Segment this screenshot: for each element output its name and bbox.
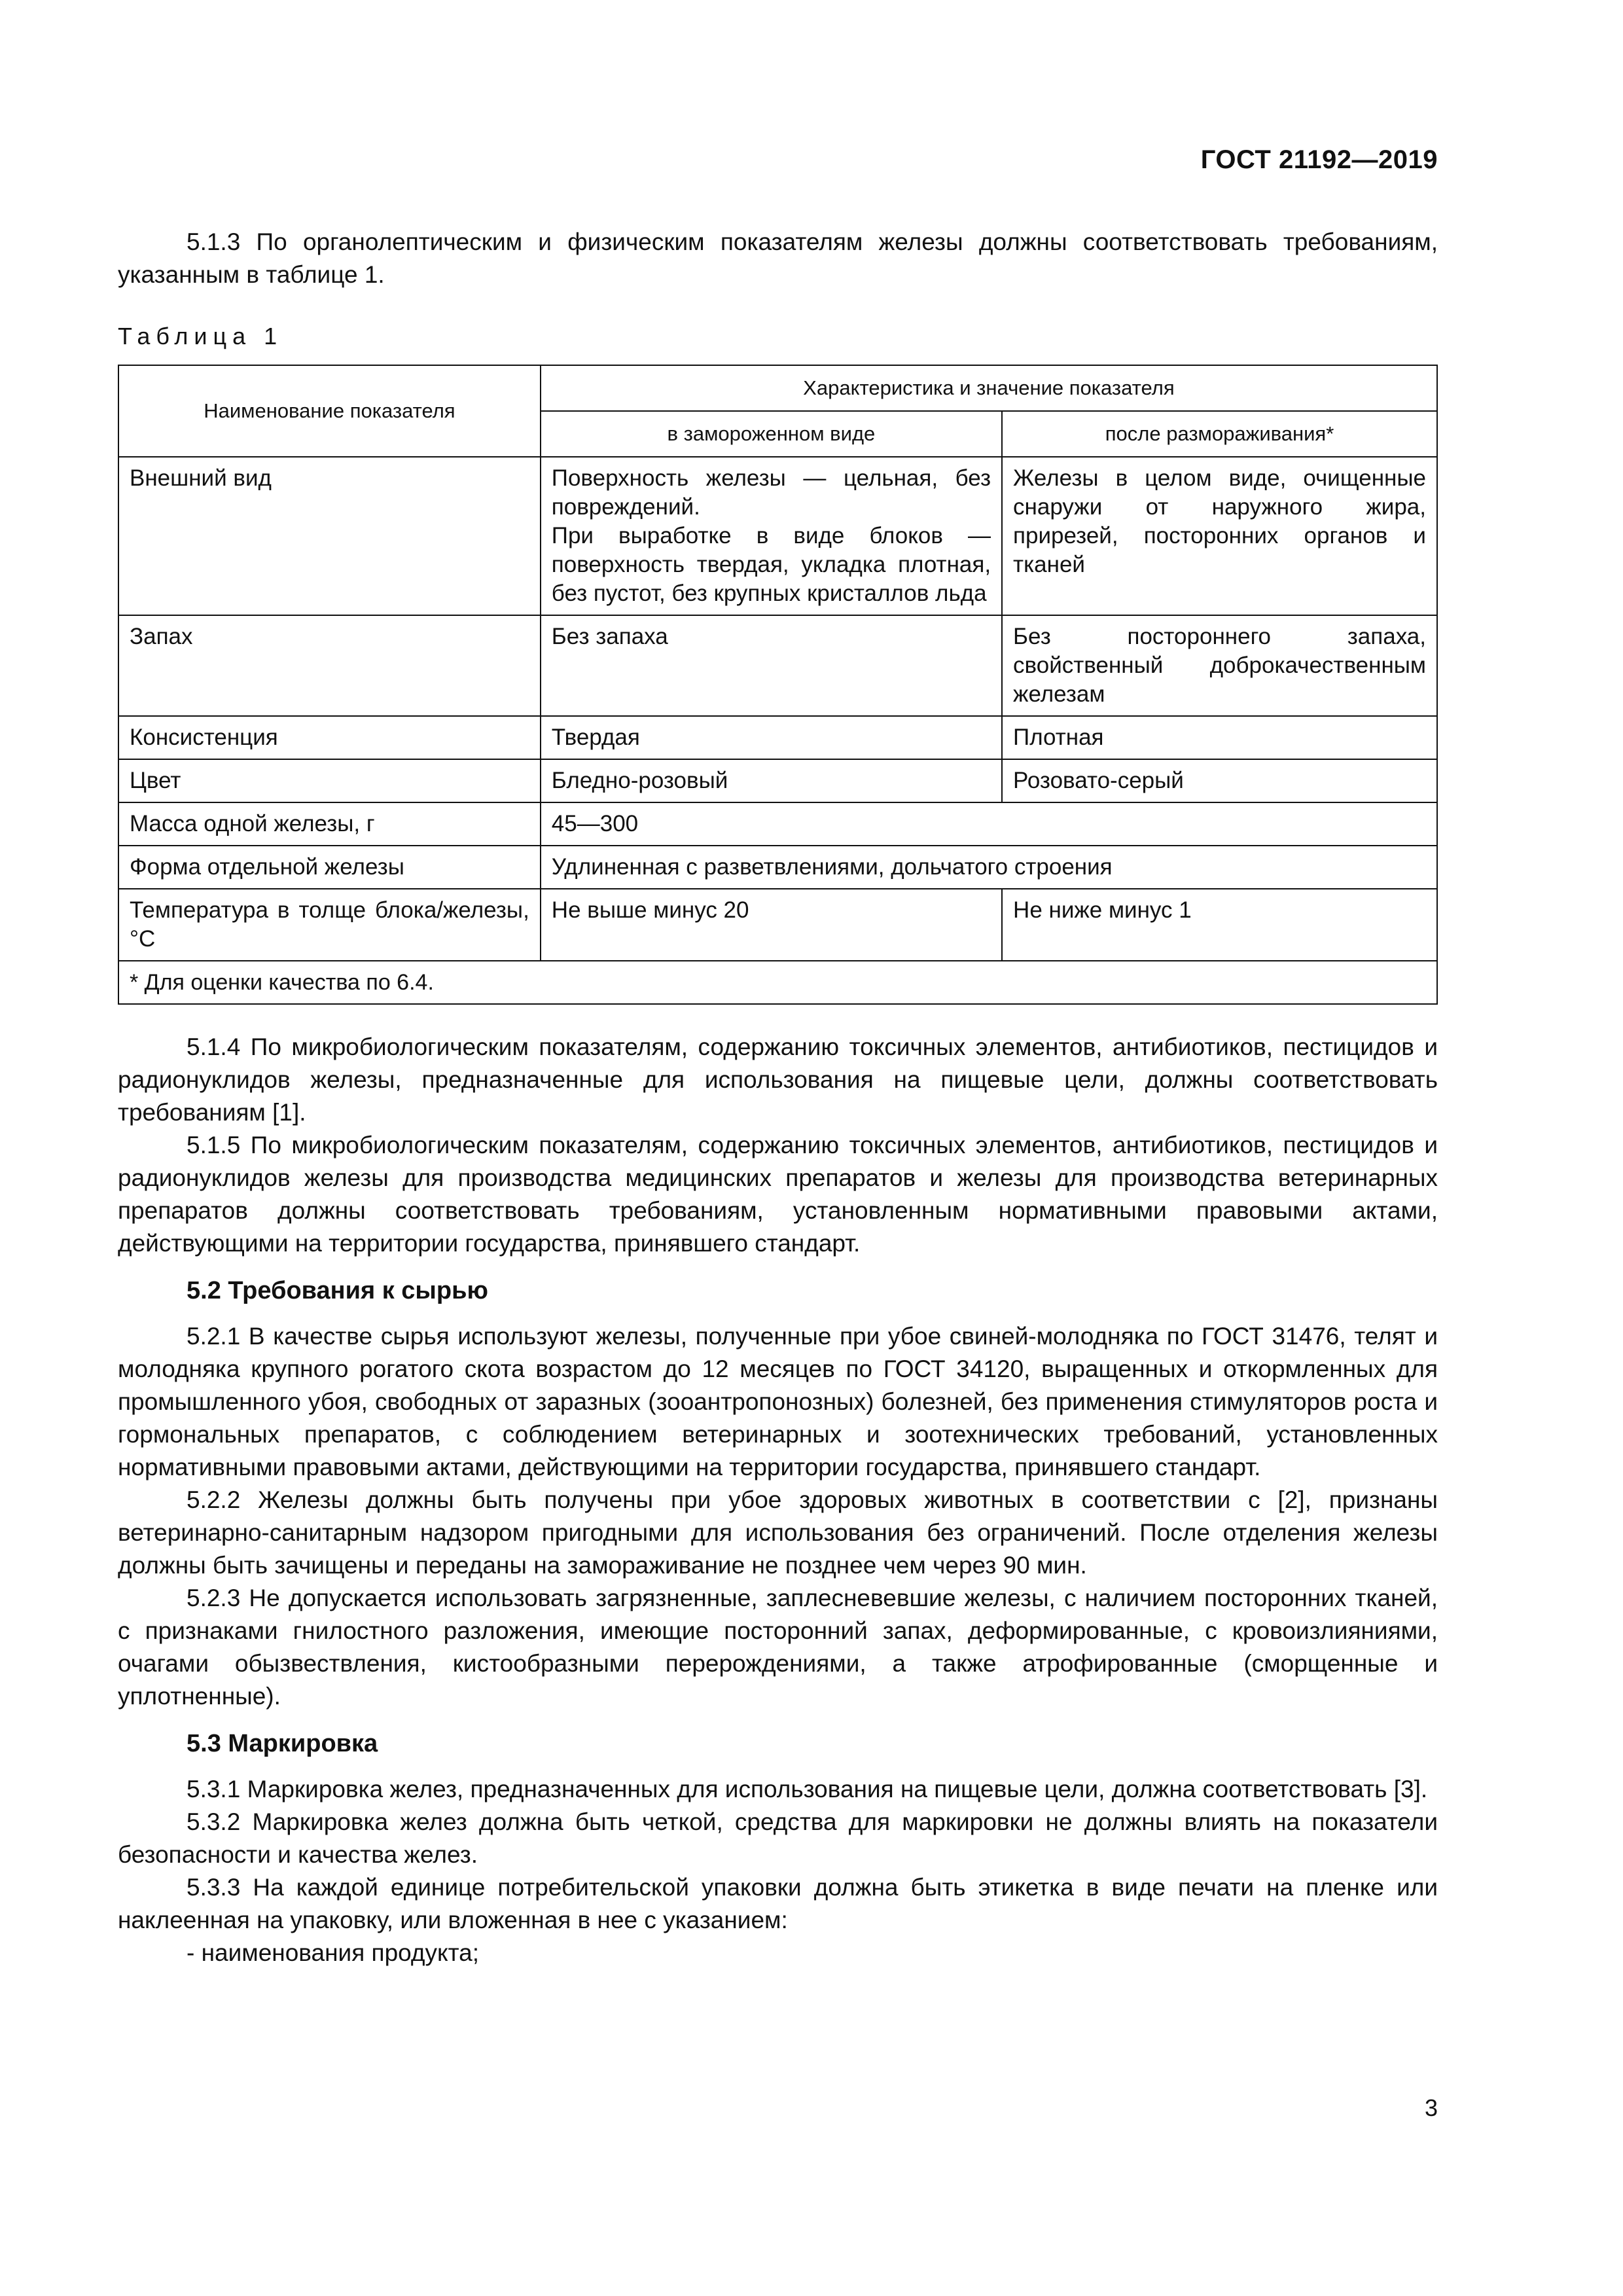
- row-frozen: Бледно-розовый: [541, 759, 1002, 802]
- row-frozen: Твердая: [541, 716, 1002, 759]
- table-footnote: * Для оценки качества по 6.4.: [118, 961, 1437, 1004]
- header-frozen: в замороженном виде: [541, 411, 1002, 457]
- header-characteristic: Характеристика и значение показателя: [541, 365, 1437, 411]
- table-row: [118, 716, 1437, 759]
- paragraph-5-2-3: 5.2.3 Не допускается использовать загрязненные, заплесневевшие железы, с наличием посторонних тканей, с признаками гнилостного разложения, имеющие посторонний запах, деформированные, с кровоизлияниями, очагами обызвествления, кистообразными перерождениями, а также атрофированные (сморщенные и уплотненные).: [118, 1585, 1438, 1710]
- table-row: [118, 802, 1437, 846]
- paragraph-5-3-3: 5.3.3 На каждой единице потребительской упаковки должна быть этикетка в виде печати на пленке или наклеенная на упаковку, или вложенная в нее с указанием:: [118, 1874, 1438, 1933]
- paragraph-5-2-1: 5.2.1 В качестве сырья используют железы, полученные при убое свиней-молодняка по ГОСТ 31476, телят и молодняка крупного рогатого скота возрастом до 12 месяцев по ГОСТ 34120, выращенных и откормленных для промышленного убоя, свободных от заразных (зооантропонозных) болезней, без применения стимуляторов роста и гормональных препаратов, с соблюдением ветеринарных и зоотехнических требований, установленных нормативными правовыми актами, действующими на территории государства, принявшего стандарт.: [118, 1323, 1438, 1480]
- table-row: [118, 889, 1437, 961]
- indicators-table: [118, 365, 1438, 1005]
- table-footnote-row: [118, 961, 1437, 1004]
- heading-5-2: 5.2 Требования к сырью: [187, 1277, 488, 1304]
- header-thawed: после размораживания*: [1002, 411, 1437, 457]
- table-header-row: [118, 365, 1437, 411]
- row-name: Запах: [118, 615, 541, 716]
- paragraph-5-3-2: 5.3.2 Маркировка желез должна быть четкой, средства для маркировки не должны влиять на показатели безопасности и качества желез.: [118, 1808, 1438, 1868]
- row-thawed: Не ниже минус 1: [1002, 889, 1437, 961]
- row-value: 45—300: [541, 802, 1437, 846]
- header-indicator: Наименование показателя: [118, 365, 541, 457]
- page-content: [118, 226, 1438, 1969]
- list-item-product-name: - наименования продукта;: [187, 1939, 479, 1966]
- row-frozen-extra: При выработке в виде блоков — поверхность твердая, укладка плотная, без пустот, без крупных кристаллов льда: [551, 523, 991, 606]
- row-frozen-line: Поверхность железы — цельная, без повреждений.: [551, 465, 991, 520]
- row-frozen: Не выше минус 20: [541, 889, 1002, 961]
- paragraph-5-1-4: 5.1.4 По микробиологическим показателям, содержанию токсичных элементов, антибиотиков, пестицидов и радионуклидов железы, предназначенные для использования на пищевые цели, должны соответствовать требованиям [1].: [118, 1033, 1438, 1126]
- row-thawed: Плотная: [1002, 716, 1437, 759]
- row-thawed: Розовато-серый: [1002, 759, 1437, 802]
- paragraph-5-3-1: 5.3.1 Маркировка желез, предназначенных для использования на пищевые цели, должна соответствовать [3].: [187, 1776, 1428, 1803]
- row-frozen: Без запаха: [541, 615, 1002, 716]
- paragraph-5-2-2: 5.2.2 Железы должны быть получены при убое здоровых животных в соответствии с [2], признаны ветеринарно-санитарным надзором пригодными для использования без ограничений. После отделения железы должны быть зачищены и переданы на замораживание не позднее чем через 90 мин.: [118, 1486, 1438, 1579]
- table-caption: Таблица 1: [118, 323, 283, 350]
- row-name: Форма отдельной железы: [118, 846, 541, 889]
- paragraph-5-1-3: 5.1.3 По органолептическим и физическим показателям железы должны соответствовать требованиям, указанным в таблице 1.: [118, 228, 1438, 288]
- table-row: [118, 615, 1437, 716]
- table-row: [118, 846, 1437, 889]
- row-thawed: Железы в целом виде, очищенные снаружи от наружного жира, прирезей, посторонних органов и тканей: [1002, 457, 1437, 615]
- row-thawed: Без постороннего запаха, свойственный доброкачественным железам: [1002, 615, 1437, 716]
- section-5-1-continued: [118, 1031, 1438, 1260]
- paragraph-5-1-5: 5.1.5 По микробиологическим показателям, содержанию токсичных элементов, антибиотиков, пестицидов и радионуклидов железы для производства медицинских препаратов и железы для производства ветеринарных препаратов должны соответствовать требованиям, установленным нормативными правовыми актами, действующими на территории государства, принявшего стандарт.: [118, 1132, 1438, 1257]
- row-name: Температура в толще блока/железы, °С: [118, 889, 541, 961]
- row-name: Внешний вид: [118, 457, 541, 615]
- row-name: Консистенция: [118, 716, 541, 759]
- heading-5-3: 5.3 Маркировка: [187, 1730, 378, 1757]
- table-row: [118, 457, 1437, 615]
- row-frozen: [541, 457, 1002, 615]
- row-name: Масса одной железы, г: [118, 802, 541, 846]
- row-name: Цвет: [118, 759, 541, 802]
- row-value: Удлиненная с разветвлениями, дольчатого строения: [541, 846, 1437, 889]
- standard-code: ГОСТ 21192—2019: [1200, 145, 1438, 174]
- page-number: 3: [1424, 2094, 1438, 2121]
- table-row: [118, 759, 1437, 802]
